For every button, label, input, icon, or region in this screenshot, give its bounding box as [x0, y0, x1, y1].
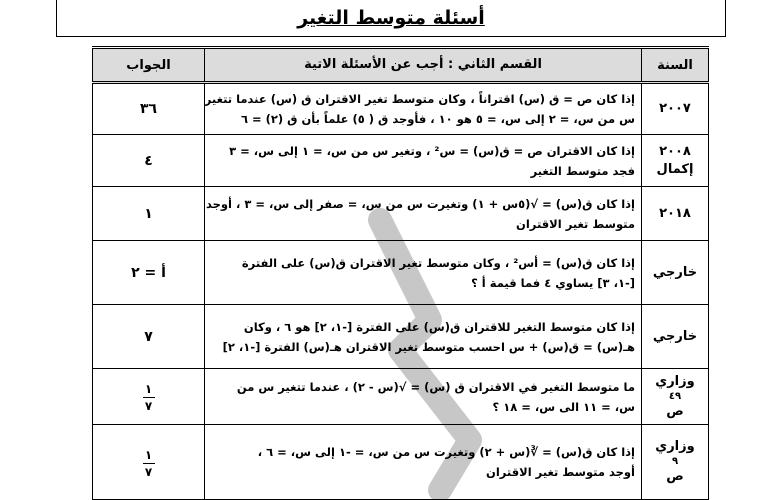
question-line: إذا كان الاقتران ص = ق(س) = س² ، وتغير س من س، = ١ إلى س، = ٣ — [229, 143, 635, 158]
fraction-bar — [143, 397, 155, 398]
row-year — [642, 241, 709, 305]
row-year — [642, 425, 709, 500]
year-text: وزاري — [655, 439, 695, 454]
question-line: إذا كان ق(س) = √(٥س + ١) وتغيرت س من س، = صفر إلى س، = ٣ ، أوجد — [205, 196, 635, 211]
question-line: إذا كان ق(س) = ∛(س + ٢) وتغيرت س من س، = -١ إلى س، = ٦ ، — [257, 445, 635, 459]
table-row — [93, 369, 709, 425]
row-answer — [93, 425, 205, 500]
row-answer: أ = ٢ — [93, 241, 205, 305]
question-line: أوجد متوسط تغير الاقتران — [486, 465, 635, 479]
year-note: إكمال — [656, 161, 694, 177]
row-answer: ٤ — [93, 135, 205, 187]
fraction-bar — [143, 463, 155, 464]
fraction-numerator: ١ — [144, 447, 153, 462]
question-line: متوسط تغير الاقتران — [516, 216, 635, 231]
year-text: ٢٠٠٨ — [659, 143, 691, 159]
year-text: خارجي — [652, 328, 698, 344]
row-question — [205, 135, 642, 187]
row-question — [205, 187, 642, 241]
page-title: أسئلة متوسط التغير — [297, 7, 485, 29]
row-answer — [93, 369, 205, 425]
row-year — [642, 369, 709, 425]
row-question — [205, 83, 642, 135]
year-text: وزاري — [655, 373, 695, 389]
row-year — [642, 305, 709, 369]
year-text: ٢٠١٨ — [659, 205, 691, 221]
table-row — [93, 135, 709, 187]
row-answer: ٧ — [93, 305, 205, 369]
answer-fraction — [143, 383, 155, 412]
fraction-numerator: ١ — [144, 382, 153, 396]
question-line: إذا كان ص = ق (س) اقتراناً ، وكان متوسط تغير الاقتران ق (س) عندما تتغير — [204, 92, 635, 106]
row-question — [205, 425, 642, 500]
page-number: ٩ — [671, 456, 679, 467]
fraction-denominator: ٧ — [144, 464, 153, 479]
row-question — [205, 369, 642, 425]
page-label: ص — [666, 403, 684, 419]
answer-fraction — [143, 449, 155, 478]
questions-table — [92, 46, 709, 500]
question-line: فجد متوسط التغير — [530, 163, 635, 178]
title-box — [56, 0, 726, 37]
table-row — [93, 187, 709, 241]
question-line: إذا كان متوسط التغير للاقتران ق(س) على الفترة [-١، ٢] هو ٦ ، وكان — [243, 319, 635, 334]
question-line: س من س، = ٢ إلى س، = ٥ هو ١٠ ، فأوجد ق ( ٥) علماً بأن ق (٢) = ٦ — [240, 112, 635, 126]
question-line: ما متوسط التغير في الاقتران ق (س) = √(س - ٢) ، عندما تتغير س من — [236, 379, 635, 394]
header-question: القسم الثاني : أجب عن الأسئلة الاتية — [205, 48, 642, 83]
row-year — [642, 83, 709, 135]
row-year — [642, 135, 709, 187]
row-year — [642, 187, 709, 241]
fraction-denominator: ٧ — [144, 399, 153, 413]
table-row — [93, 305, 709, 369]
row-question — [205, 241, 642, 305]
year-text: خارجي — [652, 264, 698, 280]
table-row — [93, 83, 709, 135]
row-answer: ٣٦ — [93, 83, 205, 135]
page-number: ٤٩ — [668, 390, 682, 402]
question-line: إذا كان ق(س) = أس² ، وكان متوسط تغير الاقتران ق(س) على الفترة — [241, 255, 635, 270]
header-year: السنة — [642, 48, 709, 83]
header-answer: الجواب — [93, 48, 205, 83]
table-row — [93, 241, 709, 305]
row-question — [205, 305, 642, 369]
question-line: س، = ١١ الى س، = ١٨ ؟ — [492, 399, 635, 414]
table-row — [93, 425, 709, 500]
question-line: هـ(س) = ق(س) + س احسب متوسط تغير الاقتران هـ(س) الفترة [-١، ٢] — [222, 339, 635, 354]
page-label: ص — [666, 469, 684, 484]
row-answer: ١ — [93, 187, 205, 241]
question-line: [-١، ٣] يساوي ٤ فما قيمة أ ؟ — [471, 275, 635, 290]
year-text: ٢٠٠٧ — [659, 101, 691, 116]
table-header-row — [93, 48, 709, 83]
